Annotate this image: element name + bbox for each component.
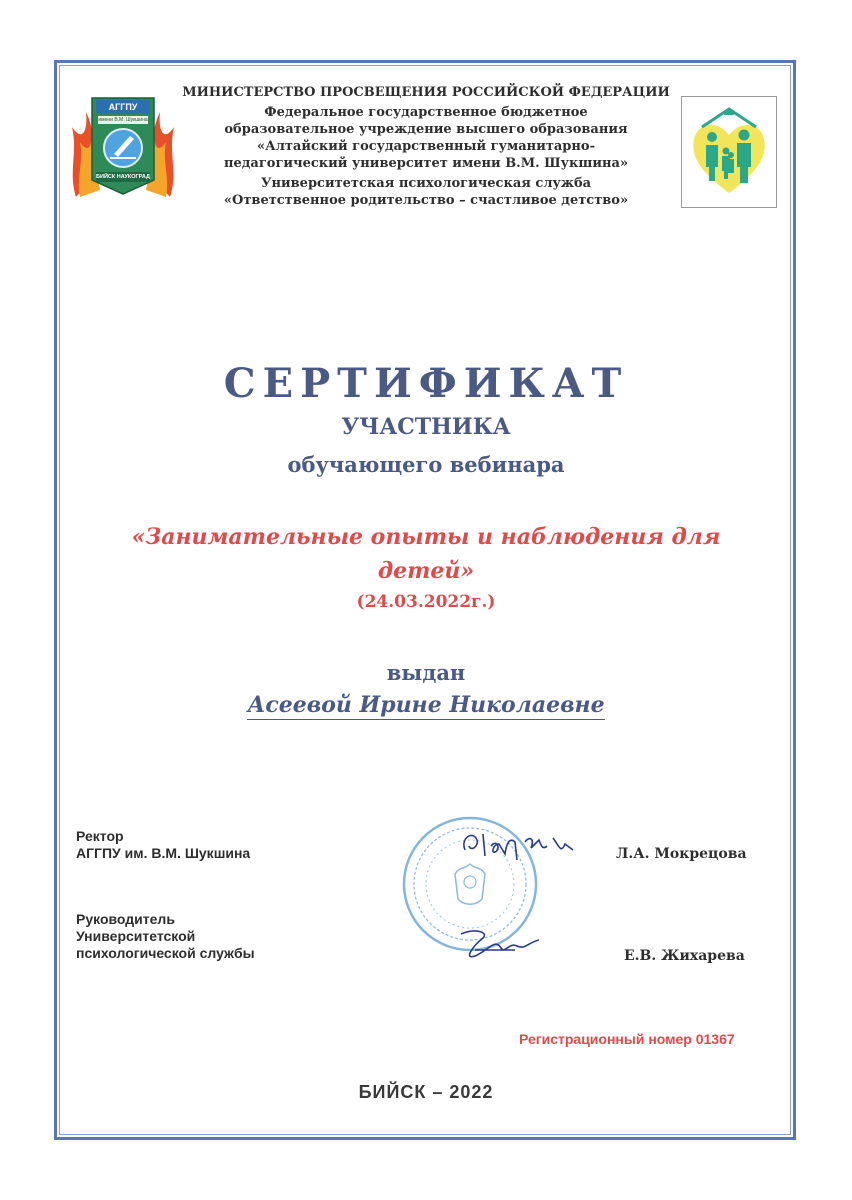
certificate-title: СЕРТИФИКАТ [223, 360, 629, 407]
header-block [180, 84, 672, 209]
webinar-title [100, 520, 752, 588]
service-name: Университетская психологическая служба [260, 176, 592, 191]
recipient-name-text: Асеевой Ирине Николаевне [247, 692, 605, 718]
institution-line-4: педагогический университет имени В.М. Шукшина» [223, 156, 629, 171]
registration-number: Регистрационный номер 01367 [519, 1031, 735, 1047]
ministry-title: МИНИСТЕРСТВО ПРОСВЕЩЕНИЯ РОССИЙСКОЙ ФЕДЕРАЦИИ [182, 85, 670, 100]
logo-top-text: АГГПУ [108, 102, 138, 112]
head-label-line-1: Руководитель [76, 911, 175, 927]
rector-label [76, 828, 250, 862]
rector-label-line-1: Ректор [76, 828, 124, 844]
issued-label: выдан [386, 660, 466, 685]
university-logo [68, 92, 178, 202]
rector-label-line-2: АГГПУ им. В.М. Шукшина [76, 845, 251, 861]
certificate-subtitle-2: обучающего вебинара [287, 452, 565, 477]
rector-name: Л.А. Мокрецова [616, 846, 747, 862]
webinar-title-line-1: «Занимательные опыты и наблюдения для [131, 524, 721, 550]
logo-sub-text: имени В.М. Шукшина [98, 117, 148, 123]
recipient-name [0, 692, 852, 718]
institution-line-1: Федеральное государственное бюджетное [264, 105, 588, 120]
city-year: БИЙСК – 2022 [358, 1082, 494, 1102]
certificate-subtitle: УЧАСТНИКА [341, 414, 511, 440]
institution-line-3: «Алтайский государственный гуманитарно- [257, 139, 595, 154]
head-signature [455, 920, 545, 974]
head-label [76, 911, 255, 962]
family-logo [681, 96, 777, 208]
webinar-date: (24.03.2022г.) [356, 592, 496, 612]
logo-bottom-text: БИЙСК НАУКОГРАД [96, 174, 150, 180]
head-label-line-3: психологической службы [76, 945, 255, 961]
head-label-line-2: Университетской [76, 928, 196, 944]
project-name: «Ответственное родительство – счастливое детство» [223, 193, 629, 208]
rector-signature [455, 820, 585, 874]
institution-line-2: образовательное учреждение высшего образования [224, 122, 628, 137]
head-name: Е.В. Жихарева [624, 948, 745, 964]
webinar-title-line-2: детей» [377, 558, 475, 584]
